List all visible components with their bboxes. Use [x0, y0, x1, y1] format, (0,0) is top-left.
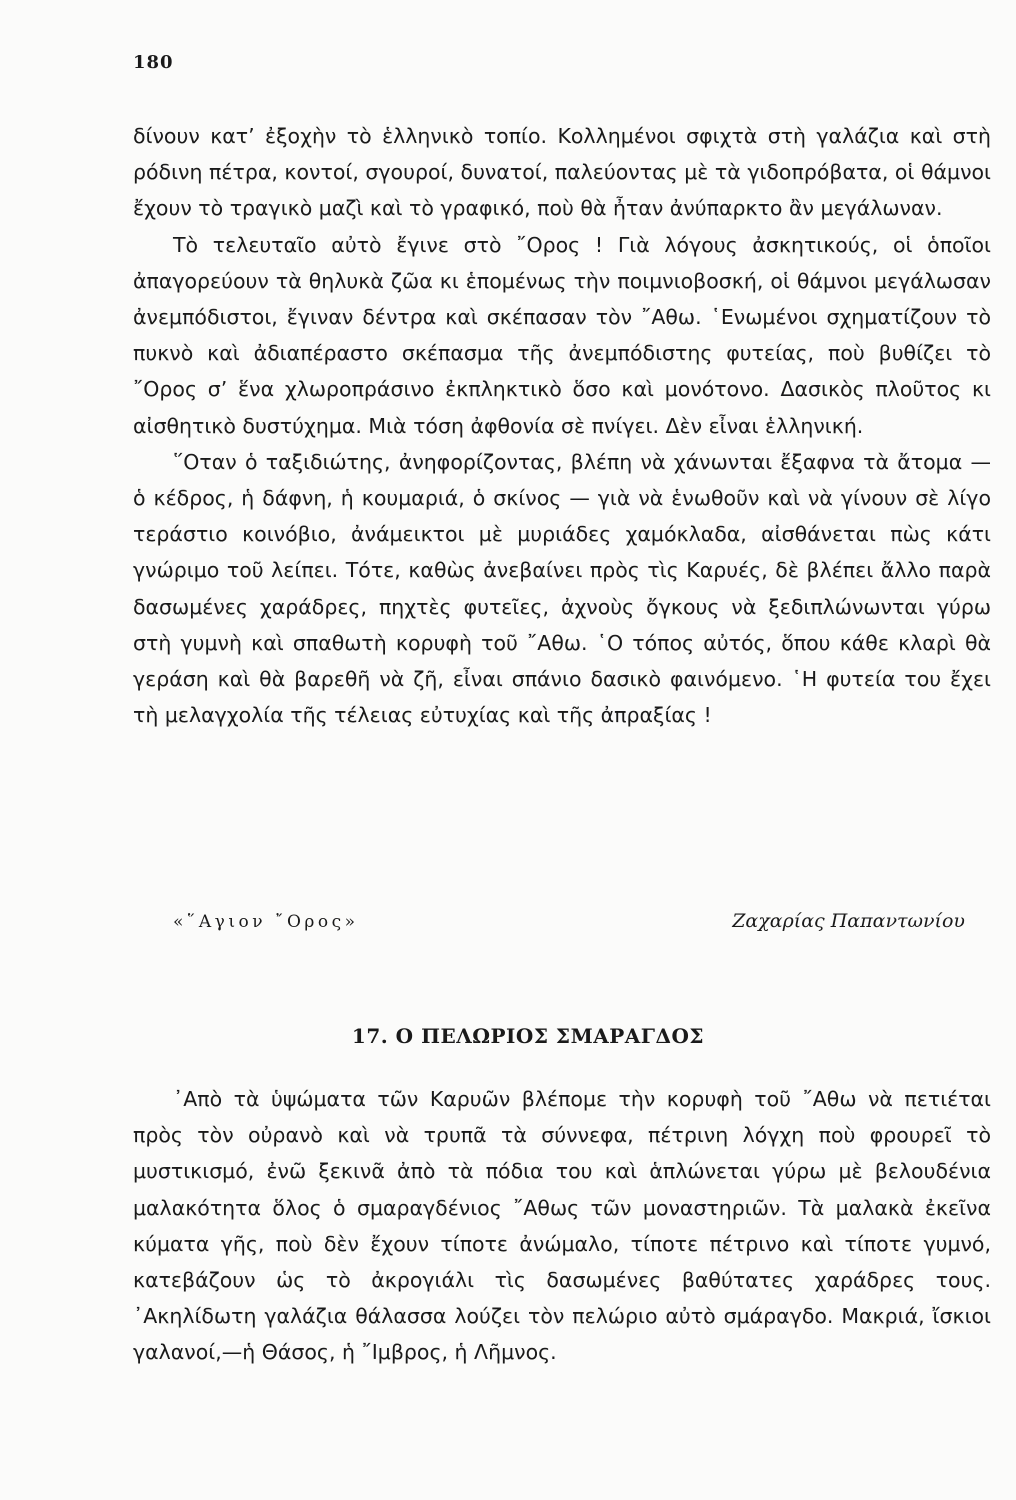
- paragraph: Τὸ τελευταῖο αὐτὸ ἔγινε στὸ ῎Ορος ! Γιὰ λόγους ἀσκητικούς, οἱ ὁποῖοι ἀπαγορεύουν τὰ θηλυκὰ ζῶα κι ἑπομένως τὴν ποιμνιοβοσκή, οἱ θάμνοι μεγάλωσαν ἀνεμπόδιστοι, ἔγιναν δέντρα καὶ σκέπασαν τὸν ῎Αθω. ῾Ενωμένοι σχηματίζουν τὸ πυκνὸ καὶ ἀδιαπέραστο σκέπασμα τῆς ἀνεμπόδιστης φυτείας, ποὺ βυθίζει τὸ ῎Ορος σ’ ἕνα χλωροπράσινο ἐκπληκτικὸ ὅσο καὶ μονότονο. Δασικὸς πλοῦτος κι αἰσθητικὸ δυστύχημα. Μιὰ τόση ἀφθονία σὲ πνίγει. Δὲν εἶναι ἑλληνική.: [133, 232, 991, 438]
- section-heading-text: 17. Ο ΠΕΛΩΡΙΟΣ ΣΜΑΡΑΓΔΟΣ: [351, 1024, 705, 1048]
- paragraph: ῞Οταν ὁ ταξιδιώτης, ἀνηφορίζοντας, βλέπη νὰ χάνωνται ἔξαφνα τὰ ἄτομα — ὁ κέδρος, ἡ δάφνη, ἡ κουμαριά, ὁ σκίνος — γιὰ νὰ ἑνωθοῦν καὶ νὰ γίνουν σὲ λίγο τεράστιο κοινόβιο, ἀνάμεικτοι μὲ μυριάδες χαμόκλαδα, αἰσθάνεται πὼς κάτι γνώριμο τοῦ λείπει. Τότε, καθὼς ἀνεβαίνει πρὸς τὶς Καρυές, δὲ βλέπει ἄλλο παρὰ δασωμένες χαράδρες, πηχτὲς φυτεῖες, ἀχνοὺς ὄγκους νὰ ξεδιπλώνωνται γύρω στὴ γυμνὴ καὶ σπαθωτὴ κορυφὴ τοῦ ῎Αθω. ῾Ο τόπος αὐτός, ὅπου κάθε κλαρὶ θὰ γεράση καὶ θὰ βαρεθῆ νὰ ζῆ, εἶναι σπάνιο δασικὸ φαινόμενο. ῾Η φυτεία του ἔχει τὴ μελαγχολία τῆς τέλειας εὐτυχίας καὶ τῆς ἀπραξίας !: [133, 449, 991, 728]
- section-heading: [0, 1024, 1016, 1048]
- section-two-text: [133, 1081, 991, 1371]
- source-author: Ζαχαρίας Παπαντωνίου: [732, 910, 965, 932]
- source-citation: [133, 912, 991, 942]
- paragraph: ᾿Απὸ τὰ ὑψώματα τῶν Καρυῶν βλέπομε τὴν κορυφὴ τοῦ ῎Αθω νὰ πετιέται πρὸς τὸν οὐρανὸ καὶ νὰ τρυπᾶ τὰ σύννεφα, πέτρινη λόγχη ποὺ φρουρεῖ τὸ μυστικισμό, ἐνῶ ξεκινᾶ ἀπὸ τὰ πόδια του καὶ ἁπλώνεται γύρω μὲ βελουδένια μαλακότητα ὅλος ὁ σμαραγδένιος ῎Αθως τῶν μοναστηριῶν. Τὰ μαλακὰ ἐκεῖνα κύματα γῆς, ποὺ δὲν ἔχουν τίποτε ἀνώμαλο, τίποτε πέτρινο καὶ τίποτε γυμνό, κατεβάζουν ὡς τὸ ἀκρογιάλι τὶς δασωμένες βαθύτατες χαράδρες τους. ᾿Ακηλίδωτη γαλάζια θάλασσα λούζει τὸν πελώριο αὐτὸ σμάραγδο. Μακριά, ἴσκιοι γαλανοί,—ἡ Θάσος, ἡ ῎Ιμβρος, ἡ Λῆμνος.: [133, 1087, 991, 1365]
- paragraph: δίνουν κατ’ ἐξοχὴν τὸ ἑλληνικὸ τοπίο. Κολλημένοι σφιχτὰ στὴ γαλάζια καὶ στὴ ρόδινη πέτρα, κοντοί, σγουροί, δυνατοί, παλεύοντας μὲ τὰ γιδοπρόβατα, οἱ θάμνοι ἔχουν τὸ τραγικὸ μαζὶ καὶ τὸ γραφικό, ποὺ θὰ ἦταν ἀνύπαρκτο ἂν μεγάλωναν.: [133, 124, 991, 221]
- page-number: 180: [133, 52, 174, 73]
- section-one-text: [133, 118, 991, 733]
- source-title: «῞Αγιον ῎Ορος»: [173, 912, 359, 932]
